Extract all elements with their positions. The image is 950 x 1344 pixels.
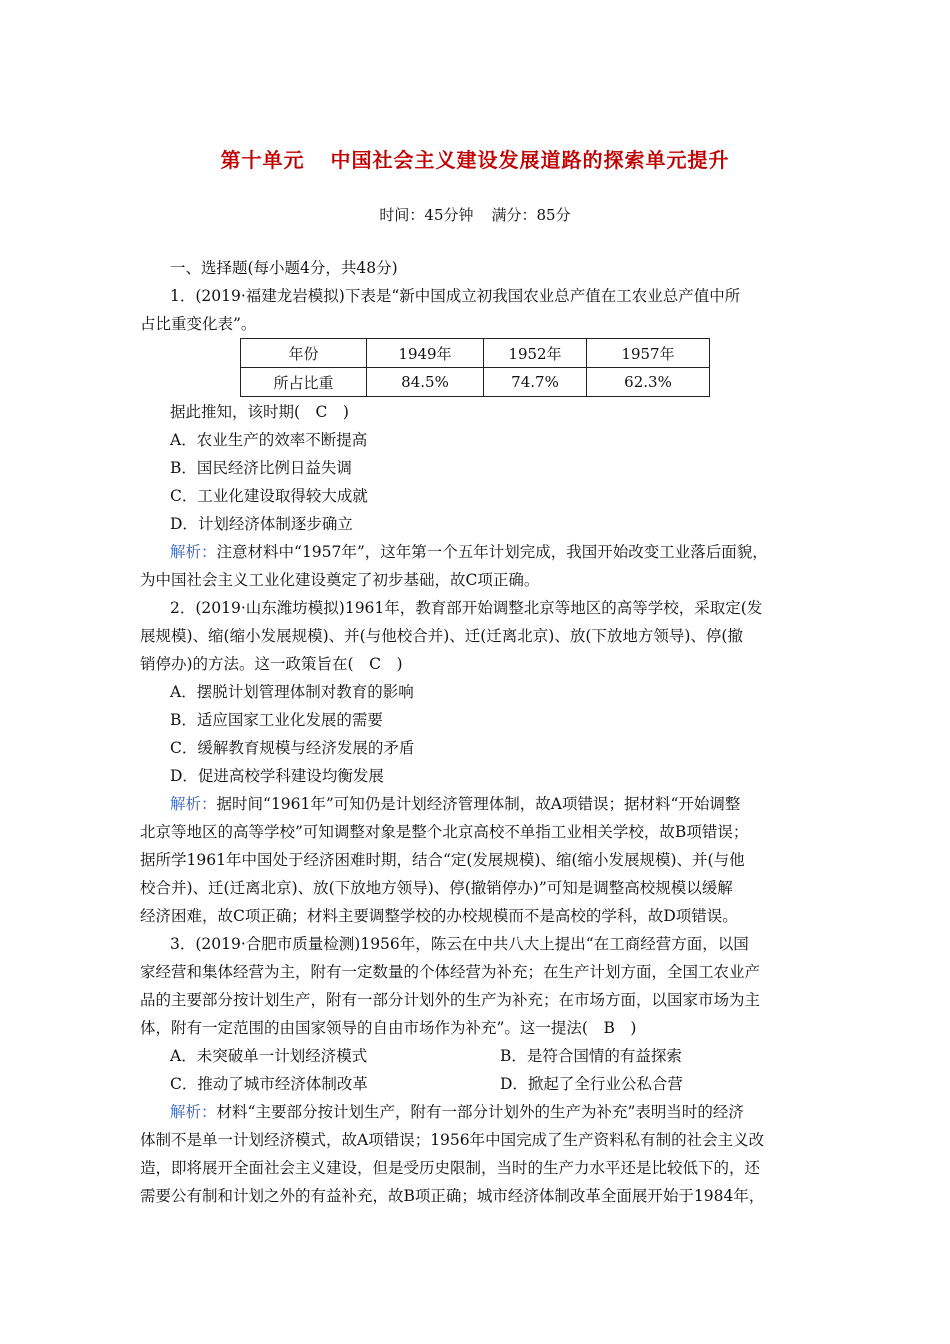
q1-option-a: A．农业生产的效率不断提高 — [170, 431, 368, 449]
table-cell: 84.5% — [367, 368, 484, 397]
q2-analysis-line3: 据所学1961年中国处于经济困难时期，结合“定(发展规模)、缩(缩小发展规模)、并(与他 — [140, 851, 745, 869]
analysis-label: 解析： — [170, 543, 217, 561]
q2-option-b: B．适应国家工业化发展的需要 — [170, 711, 383, 729]
q3-analysis-line3: 造，即将展开全面社会主义建设，但是受历史限制，当时的生产力水平还是比较低下的，还 — [140, 1159, 761, 1177]
q3-stem-line1: 3．(2019·合肥市质量检测)1956年，陈云在中共八大上提出“在工商经营方面，以国 — [170, 935, 749, 953]
q1-option-b: B．国民经济比例日益失调 — [170, 459, 352, 477]
q2-stem-line1: 2．(2019·山东潍坊模拟)1961年，教育部开始调整北京等地区的高等学校，采取定(发 — [170, 599, 763, 617]
section-heading: 一、选择题(每小题4分，共48分) — [170, 259, 398, 277]
q2-option-d: D．促进高校学科建设均衡发展 — [170, 767, 384, 785]
q1-analysis-line2: 为中国社会主义工业化建设奠定了初步基础，故C项正确。 — [140, 571, 540, 589]
q2-stem-line2: 展规模)、缩(缩小发展规模)、并(与他校合并)、迁(迁离北京)、放(下放地方领导)、停(撤 — [140, 627, 743, 645]
table-cell: 所占比重 — [241, 368, 367, 397]
q2-option-c: C．缓解教育规模与经济发展的矛盾 — [170, 739, 415, 757]
q3-stem-line4: 体，附有一定范围的由国家领导的自由市场作为补充”。这一提法( B ) — [140, 1019, 637, 1037]
q1-stem-line2: 占比重变化表”。 — [140, 315, 257, 333]
table-cell: 62.3% — [587, 368, 710, 397]
q3-option-a: A．未突破单一计划经济模式 — [170, 1047, 368, 1065]
table-row — [241, 368, 710, 397]
q3-analysis-line2: 体制不是单一计划经济模式，故A项错误；1956年中国完成了生产资料私有制的社会主义改 — [140, 1131, 765, 1149]
analysis-label: 解析： — [170, 795, 217, 813]
analysis-text: 据时间“1961年”可知仍是计划经济管理体制，故A项错误；据材料“开始调整 — [216, 795, 741, 813]
q1-data-table — [240, 338, 710, 397]
unit-title: 中国社会主义建设发展道路的探索单元提升 — [330, 148, 730, 172]
q1-option-d: D．计划经济体制逐步确立 — [170, 515, 353, 533]
q2-analysis-line5: 经济困难，故C项正确；材料主要调整学校的办校规模而不是高校的学科，故D项错误。 — [140, 907, 738, 925]
q1-stem-line1: 1．(2019·福建龙岩模拟)下表是“新中国成立初我国农业总产值在工农业总产值中所 — [170, 287, 741, 305]
q2-analysis-line2: 北京等地区的高等学校”可知调整对象是整个北京高校不单指工业相关学校，故B项错误； — [140, 823, 749, 841]
table-cell: 1957年 — [587, 339, 710, 368]
time-limit: 时间：45分钟 — [379, 206, 474, 224]
q3-option-c: C．推动了城市经济体制改革 — [170, 1075, 368, 1093]
table-cell: 1952年 — [484, 339, 587, 368]
q3-analysis-line4: 需要公有制和计划之外的有益补充，故B项正确；城市经济体制改革全面展开始于1984年， — [140, 1187, 765, 1205]
q2-analysis-line1 — [170, 792, 850, 814]
q1-question: 据此推知，该时期( C ) — [170, 403, 349, 421]
q3-option-d: D．掀起了全行业公私合营 — [500, 1075, 683, 1093]
q3-analysis-line1 — [170, 1100, 850, 1122]
analysis-text: 材料“主要部分按计划生产，附有一部分计划外的生产为补充”表明当时的经济 — [216, 1103, 744, 1121]
q2-option-a: A．摆脱计划管理体制对教育的影响 — [170, 683, 414, 701]
table-cell: 年份 — [241, 339, 367, 368]
analysis-label: 解析： — [170, 1103, 217, 1121]
analysis-text: 注意材料中“1957年”，这年第一个五年计划完成，我国开始改变工业落后面貌， — [216, 543, 768, 561]
table-cell: 74.7% — [484, 368, 587, 397]
full-score: 满分：85分 — [491, 206, 571, 224]
q2-stem-line3: 销停办)的方法。这一政策旨在( C ) — [140, 655, 403, 673]
q3-stem-line2: 家经营和集体经营为主，附有一定数量的个体经营为补充；在生产计划方面，全国工农业产 — [140, 963, 761, 981]
page-title — [0, 144, 950, 173]
q1-analysis-line1 — [170, 540, 850, 562]
exam-meta — [0, 204, 950, 225]
q1-option-c: C．工业化建设取得较大成就 — [170, 487, 368, 505]
table-row — [241, 339, 710, 368]
unit-label: 第十单元 — [220, 148, 305, 172]
q3-stem-line3: 品的主要部分按计划生产，附有一部分计划外的生产为补充；在市场方面，以国家市场为主 — [140, 991, 761, 1009]
q2-analysis-line4: 校合并)、迁(迁离北京)、放(下放地方领导)、停(撤销停办)”可知是调整高校规模以缓解 — [140, 879, 733, 897]
table-cell: 1949年 — [367, 339, 484, 368]
q3-option-b: B．是符合国情的有益探索 — [500, 1047, 682, 1065]
